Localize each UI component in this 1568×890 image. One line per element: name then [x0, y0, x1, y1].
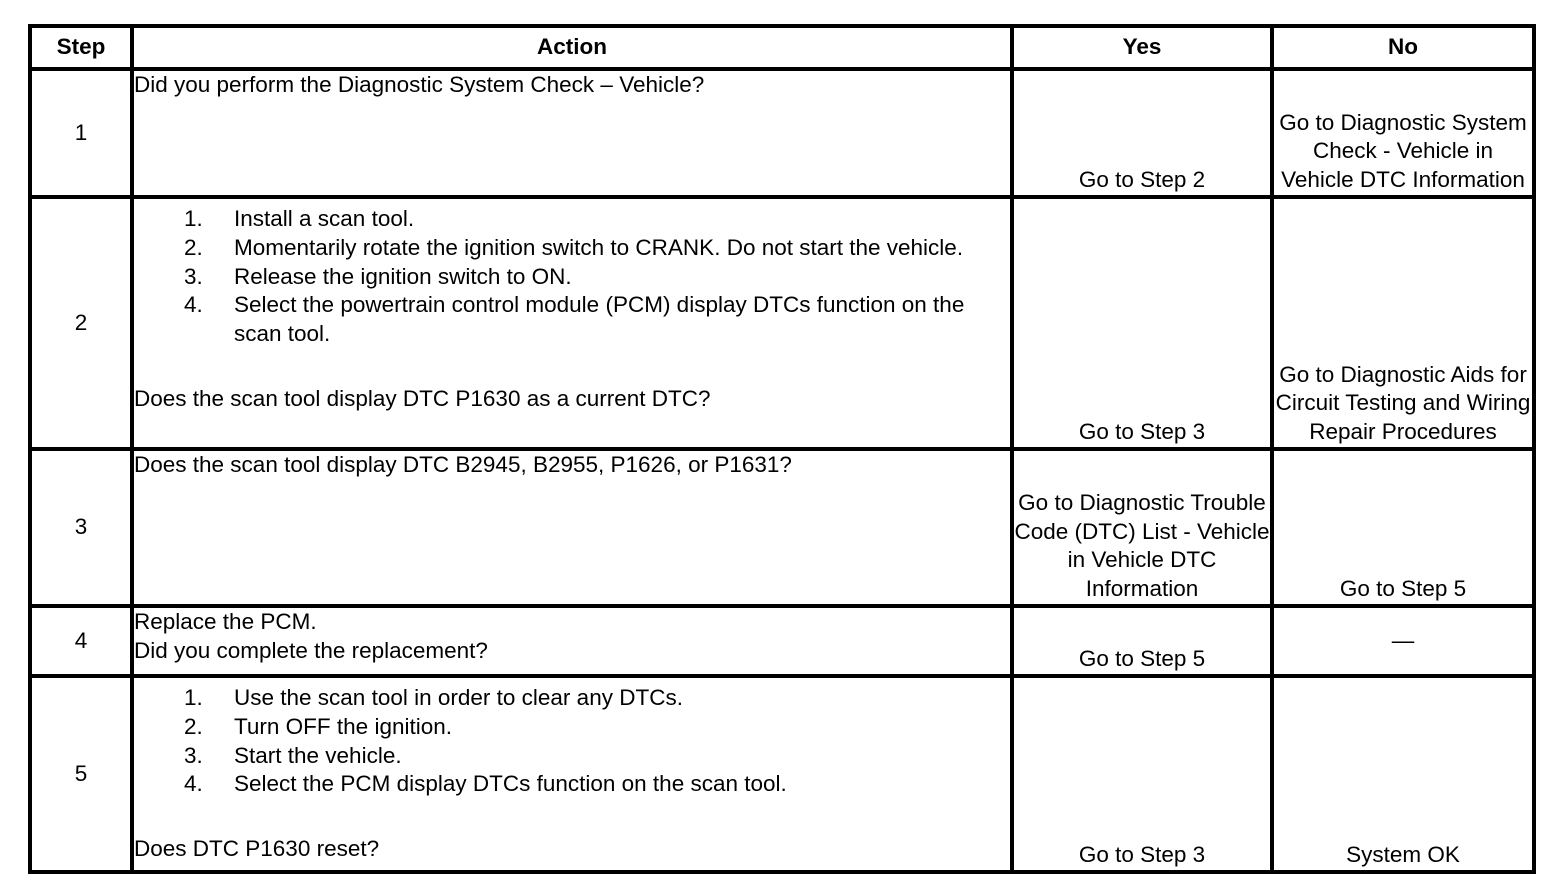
list-text: Use the scan tool in order to clear any DTCs.: [234, 685, 683, 710]
list-item: [134, 770, 1010, 799]
action-question: Does the scan tool display DTC P1630 as a current DTC?: [134, 385, 711, 411]
procedure-list: [134, 684, 1010, 799]
table-row: [30, 69, 1534, 197]
header-yes: Yes: [1012, 26, 1272, 69]
table-row: [30, 676, 1534, 872]
list-number: 1.: [184, 685, 203, 710]
header-row: [30, 26, 1534, 69]
no-cell: Go to Step 5: [1272, 449, 1534, 606]
no-cell: System OK: [1272, 676, 1534, 872]
list-number: 1.: [184, 206, 203, 231]
step-number: 4: [30, 606, 132, 676]
action-cell: [132, 449, 1012, 606]
action-question: Did you perform the Diagnostic System Check – Vehicle?: [134, 72, 705, 97]
list-text: Release the ignition switch to ON.: [234, 263, 572, 289]
list-text: Start the vehicle.: [234, 742, 402, 768]
list-item: [134, 713, 1010, 742]
action-question: Did you complete the replacement?: [134, 637, 488, 663]
list-item: [134, 205, 1010, 234]
action-question: Does the scan tool display DTC B2945, B2955, P1626, or P1631?: [134, 452, 792, 477]
list-item: [134, 263, 1010, 292]
no-cell: Go to Diagnostic System Check - Vehicle in Vehicle DTC Information: [1272, 69, 1534, 197]
header-no: No: [1272, 26, 1534, 69]
list-number: 4.: [184, 771, 203, 797]
step-number: 2: [30, 197, 132, 449]
table-row: [30, 197, 1534, 449]
action-cell: [132, 676, 1012, 872]
action-cell: [132, 197, 1012, 449]
no-cell: Go to Diagnostic Aids for Circuit Testing and Wiring Repair Procedures: [1272, 197, 1534, 449]
step-number: 3: [30, 449, 132, 606]
list-number: 2.: [184, 234, 203, 260]
list-item: [134, 234, 1010, 263]
table-row: [30, 606, 1534, 676]
step-number: 5: [30, 676, 132, 872]
action-cell: [132, 69, 1012, 197]
list-text: Install a scan tool.: [234, 206, 415, 231]
yes-cell: Go to Diagnostic Trouble Code (DTC) List - Vehicle in Vehicle DTC Information: [1012, 449, 1272, 606]
header-action: Action: [132, 26, 1012, 69]
no-cell: —: [1272, 606, 1534, 676]
list-number: 3.: [184, 742, 203, 768]
yes-cell: Go to Step 3: [1012, 197, 1272, 449]
list-text: Select the PCM display DTCs function on the scan tool.: [234, 771, 787, 797]
action-cell: [132, 606, 1012, 676]
list-text: Turn OFF the ignition.: [234, 713, 453, 739]
yes-cell: Go to Step 2: [1012, 69, 1272, 197]
list-text: Momentarily rotate the ignition switch to CRANK. Do not start the vehicle.: [234, 234, 964, 260]
list-item: [134, 742, 1010, 771]
header-step: Step: [30, 26, 132, 69]
procedure-list: [134, 205, 1010, 349]
list-item: [134, 684, 1010, 713]
yes-cell: Go to Step 3: [1012, 676, 1272, 872]
list-number: 2.: [184, 713, 203, 739]
list-number: 3.: [184, 263, 203, 289]
step-number: 1: [30, 69, 132, 197]
list-text: Select the powertrain control module (PCM) display DTCs function on the scan tool.: [234, 292, 965, 347]
table-row: [30, 449, 1534, 606]
diagnostic-table: [28, 24, 1536, 874]
yes-cell: Go to Step 5: [1012, 606, 1272, 676]
action-question: Does DTC P1630 reset?: [134, 836, 380, 862]
action-instruction: Replace the PCM.: [134, 609, 317, 634]
list-number: 4.: [184, 292, 203, 318]
list-item: [134, 291, 1010, 349]
